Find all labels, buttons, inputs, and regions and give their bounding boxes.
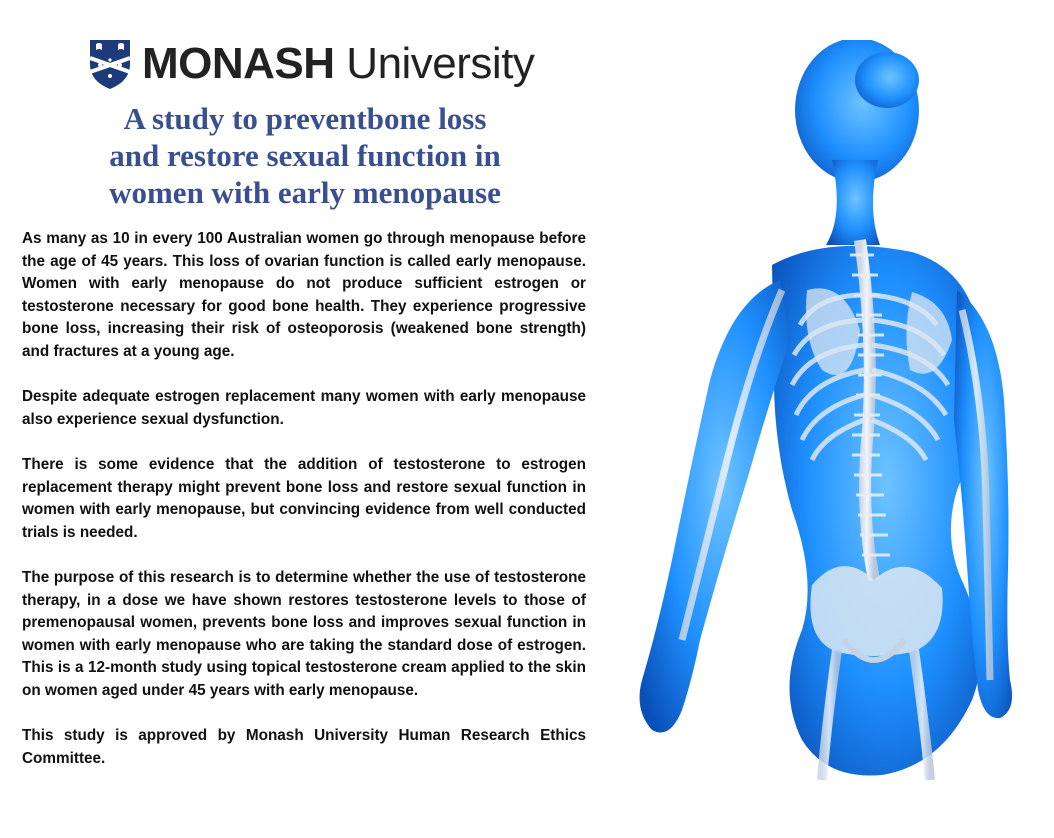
monash-crest-icon [88,38,132,90]
headline-line: and restore sexual function in [109,138,501,173]
paragraph-ethics: This study is approved by Monash University Human Research Ethics Committee. [22,727,586,767]
paragraph-intro: As many as 10 in every 100 Australian women go through menopause before the age of 45 years. This loss of ovarian function is called early menopause. Women with early menopause do not produce sufficient estrogen or testosterone necessary for good bone health. They experience progressive bone loss, increasing their risk of osteoporosis (weakened bone strength) and fractures at a young age. [22,230,586,360]
paragraph-purpose: The purpose of this research is to determine whether the use of testosterone therapy, in a dose we have shown restores testosterone levels to those of premenopausal women, prevents bone loss and improves sexual function in women with early menopause who are taking the standard dose of estrogen. This is a 12-month study using topical testosterone cream applied to the skin on women aged under 45 years with early menopause. [22,568,586,699]
skeleton-figure-icon [612,40,1032,800]
study-headline [60,100,550,211]
monash-logo [88,38,535,90]
headline-line: women with early menopause [109,175,501,210]
university-name-light: University [334,39,535,88]
university-name [142,38,534,90]
paragraph-evidence: There is some evidence that the addition of testosterone to estrogen replacement therapy might prevent bone loss and restore sexual function in women with early menopause, but convincing evidence from well conducted trials is needed. [22,455,586,541]
study-description [22,228,586,770]
paragraph-dysfunction: Despite adequate estrogen replacement many women with early menopause also experience sexual dysfunction. [22,388,586,428]
headline-line: A study to preventbone loss [123,101,487,136]
university-name-bold: MONASH [142,39,335,88]
